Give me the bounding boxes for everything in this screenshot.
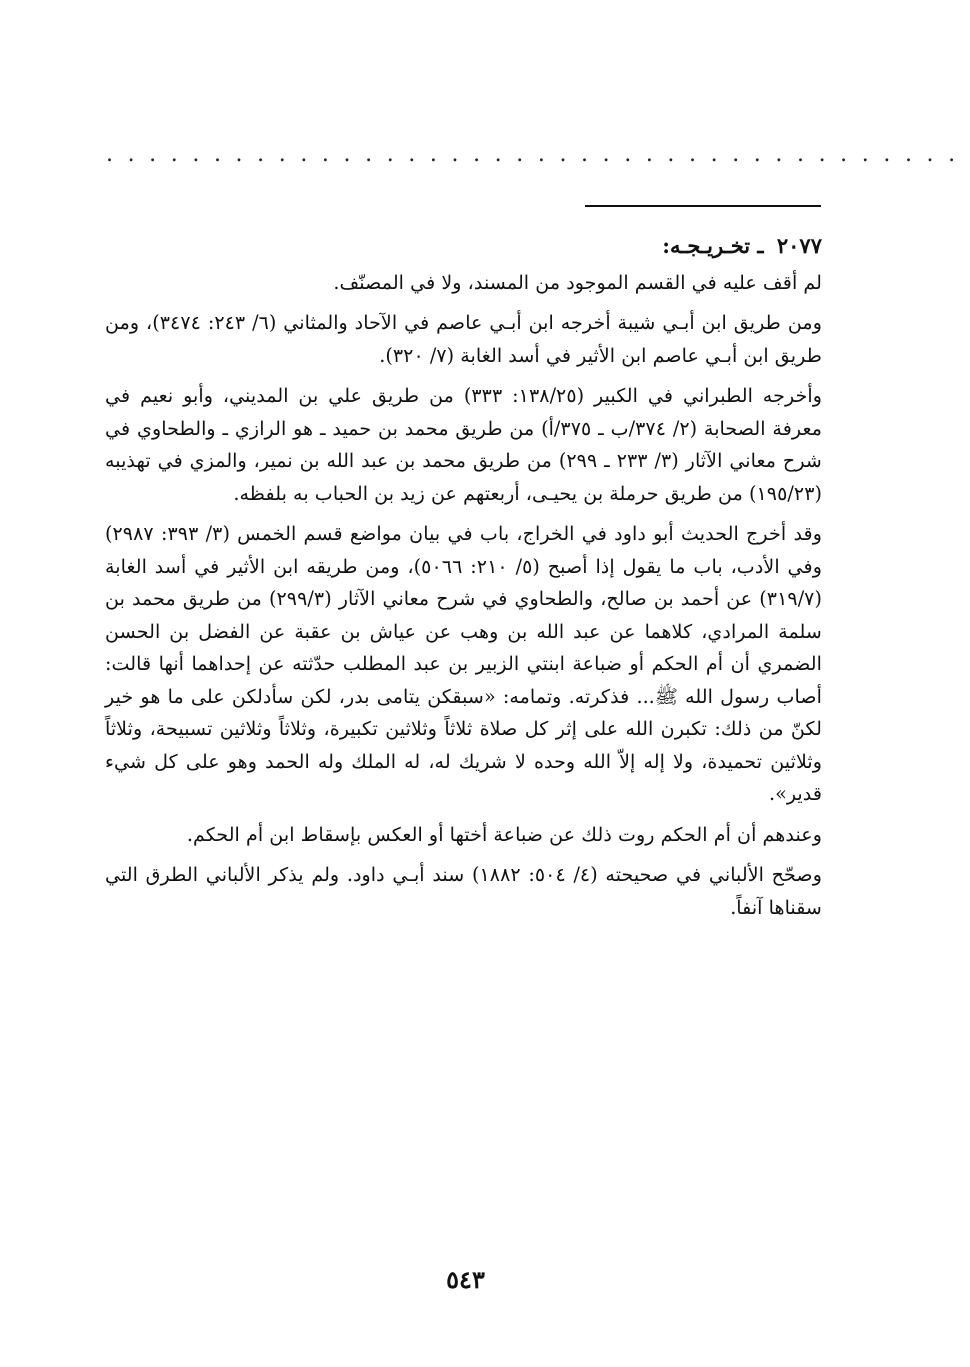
paragraph: وقد أخرج الحديث أبو داود في الخراج، باب في بيان مواضع قسم الخمس (٣/ ٣٩٣: ٢٩٨٧) وفي الأدب، باب ما يقول إذا أصبح (٥/ ٢١٠: ٥٠٦٦)، ومن طريقه ابن الأثير في أسد الغابة (٣١٩/٧) عن أحمد بن صالح، والطحاوي في شرح معاني الآثار (٢٩٩/٣) من طريق محمد بن سلمة المرادي، كلاهما عن عبد الله بن وهب عن عياش بن عقبة عن الفضل بن الحسن الضمري أن أم الحكم أو ضباعة ابنتي الزبير بن عبد المطلب حدّثته عن إحداهما أنها قالت: أصاب رسول الله ﷺ... فذكرته. وتمامه: «سبقكن يتامى بدر، لكن سأدلكن على ما هو خير لكنّ من ذلك: تكبرن الله على إثر كل صلاة ثلاثاً وثلاثين تكبيرة، وثلاثاً وثلاثين تسبيحة، وثلاثاً وثلاثين تحميدة، ولا إله إلاّ الله وحده لا شريك له، له الملك وله الحمد وهو على كل شيء قدير». — [105, 522, 822, 805]
paragraph: وصحّح الألباني في صحيحته (٤/ ٥٠٤: ١٨٨٢) سند أبـي داود. ولم يذكر الألباني الطرق التي سقناها آنفاً. — [105, 863, 822, 919]
footnote-body — [105, 230, 822, 932]
page-number: ٥٤٣ — [446, 1265, 485, 1294]
paragraph: وعندهم أن أم الحكم روت ذلك عن ضباعة أختها أو العكس بإسقاط ابن أم الحكم. — [186, 822, 822, 846]
entry-dash: ـ — [757, 233, 764, 258]
paragraph: لم أقف عليه في القسم الموجود من المسند، ولا في المصنّف. — [333, 270, 822, 294]
paragraph: ومن طريق ابن أبـي شيبة أخرجه ابن أبـي عاصم في الآحاد والمثاني (٦/ ٢٤٣: ٣٤٧٤)، ومن طريق ابن أبـي عاصم ابن الأثير في أسد الغابة (٧/ ٣٢٠). — [105, 311, 822, 367]
entry-title: تخـريـجـه: — [662, 233, 751, 258]
paragraph: وأخرجه الطبراني في الكبير (١٣٨/٢٥: ٣٣٣) من طريق علي بن المديني، وأبو نعيم في معرفة الصحابة (٢/ ٣٧٤/ب ـ ٣٧٥/أ) من طريق محمد بن حميد ـ هو الرازي ـ والطحاوي في شرح معاني الآثار (٣/ ٢٣٣ ـ ٢٩٩) من طريق محمد بن عبد الله بن نمير، والمزي في تهذيبه (١٩٥/٢٣) من طريق حرملة بن يحيـى، أربعتهم عن زيد بن الحباب به بلفظه. — [105, 384, 823, 505]
dotted-separator: ........................................ — [106, 142, 970, 167]
entry-number: ٢٠٧٧ — [776, 233, 822, 258]
footnote-rule — [585, 205, 821, 207]
entry-heading — [105, 230, 822, 263]
